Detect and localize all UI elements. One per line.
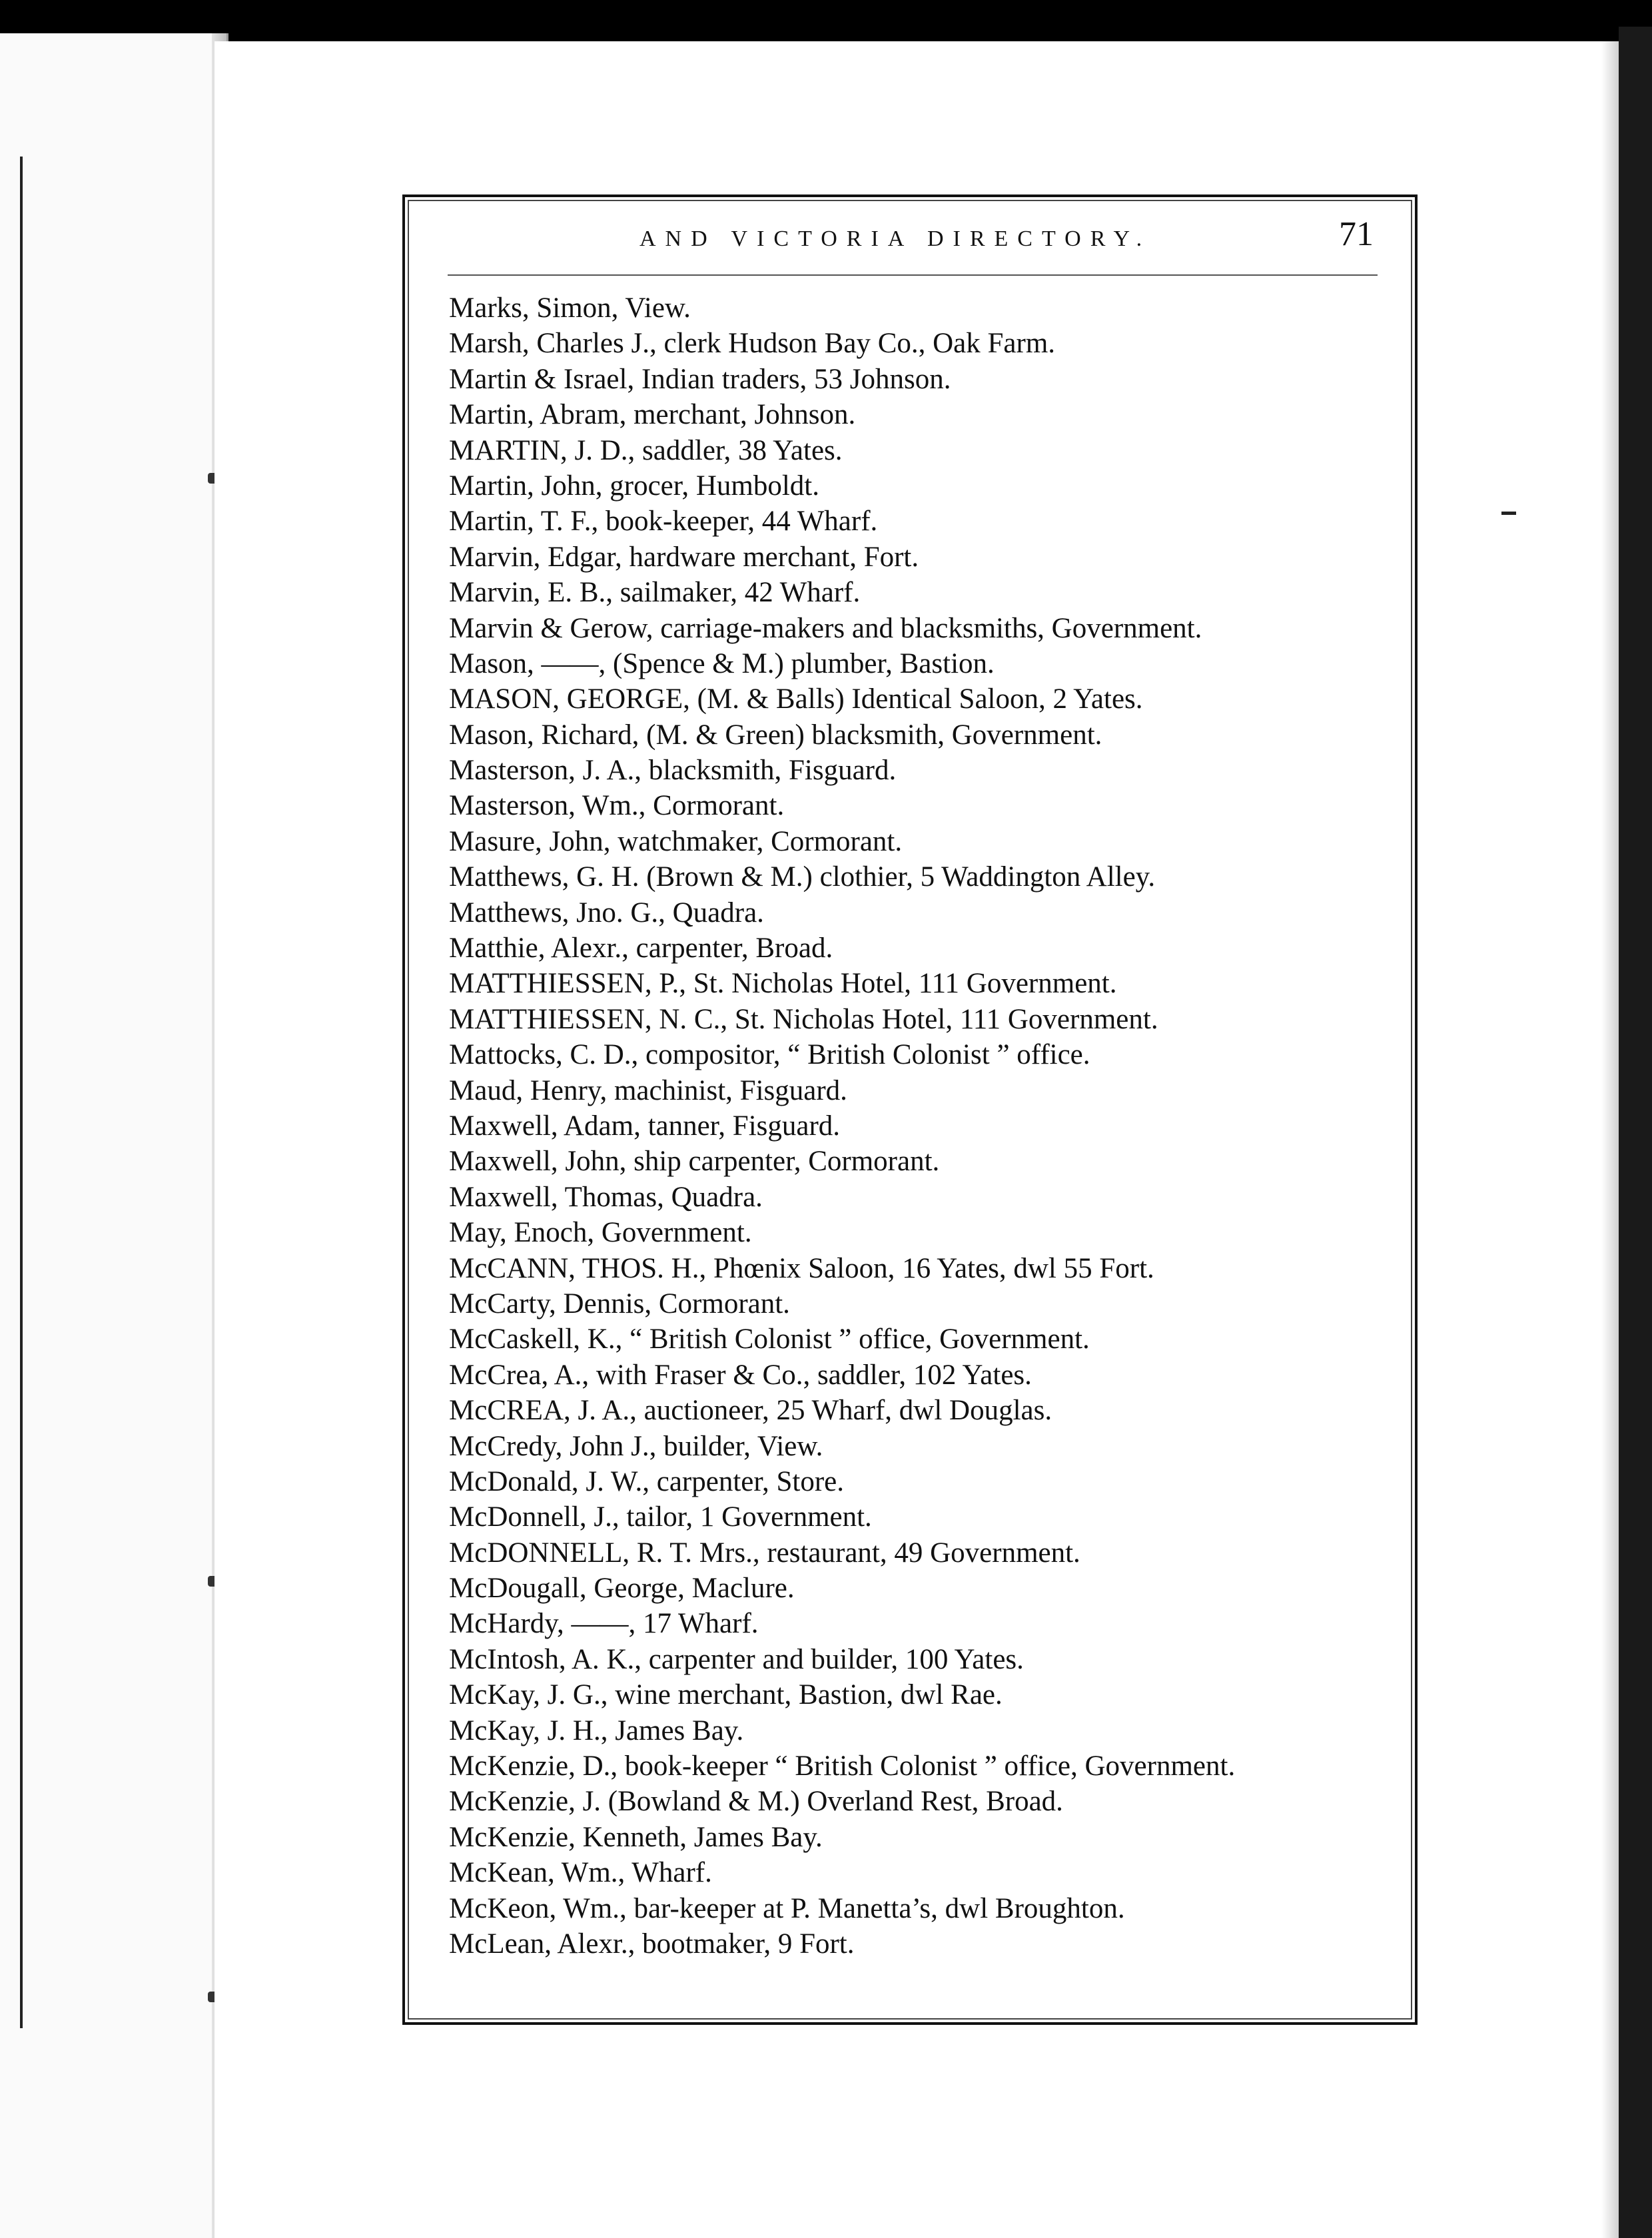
directory-entry: McIntosh, A. K., carpenter and builder, 100 Yates.: [449, 1643, 1024, 1675]
page-right-edge: [1619, 27, 1652, 2238]
directory-entry: Marks, Simon, View.: [449, 292, 691, 324]
page-edge-shade: [1601, 41, 1619, 2238]
directory-entry: McDougall, George, Maclure.: [449, 1573, 795, 1605]
previous-page-frame-line: [0, 157, 23, 2028]
directory-entry: MASON, GEORGE, (M. & Balls) Identical Saloon, 2 Yates.: [449, 683, 1143, 715]
directory-entry: McKenzie, D., book-keeper “ British Colonist ” office, Government.: [449, 1750, 1236, 1782]
directory-entries: [449, 290, 1408, 1962]
directory-entry: McDonnell, J., tailor, 1 Government.: [449, 1501, 872, 1533]
directory-entry: Matthews, G. H. (Brown & M.) clothier, 5 Waddington Alley.: [449, 861, 1156, 893]
directory-entry: Martin & Israel, Indian traders, 53 Johnson.: [449, 363, 951, 395]
directory-entry: McKenzie, Kenneth, James Bay.: [449, 1821, 823, 1853]
directory-entry: McKay, J. H., James Bay.: [449, 1714, 744, 1746]
directory-entry: Mason, Richard, (M. & Green) blacksmith, Government.: [449, 719, 1102, 751]
running-title: AND VICTORIA DIRECTORY.: [639, 226, 1152, 251]
directory-entry: Masterson, Wm., Cormorant.: [449, 790, 785, 822]
directory-entry: McKay, J. G., wine merchant, Bastion, dwl Rae.: [449, 1679, 1003, 1711]
directory-entry: Masure, John, watchmaker, Cormorant.: [449, 825, 903, 857]
directory-entry: MATTHIESSEN, P., St. Nicholas Hotel, 111 Government.: [449, 968, 1117, 1000]
directory-entry: McCrea, A., with Fraser & Co., saddler, 102 Yates.: [449, 1359, 1032, 1391]
directory-entry: Maxwell, Thomas, Quadra.: [449, 1181, 763, 1213]
header-rule: [448, 274, 1378, 276]
margin-mark: [1501, 512, 1516, 515]
directory-entry: Martin, John, grocer, Humboldt.: [449, 470, 819, 502]
directory-entry: Martin, Abram, merchant, Johnson.: [449, 399, 856, 431]
directory-entry: Maxwell, John, ship carpenter, Cormorant.: [449, 1146, 940, 1178]
directory-entry: Mason, ——, (Spence & M.) plumber, Bastion.: [449, 647, 995, 679]
directory-entry: Masterson, J. A., blacksmith, Fisguard.: [449, 755, 897, 787]
page-number: 71: [1339, 215, 1374, 253]
directory-entry: McLean, Alexr., bootmaker, 9 Fort.: [449, 1928, 855, 1960]
directory-entry: MATTHIESSEN, N. C., St. Nicholas Hotel, 111 Government.: [449, 1003, 1158, 1035]
directory-entry: Matthie, Alexr., carpenter, Broad.: [449, 932, 833, 964]
directory-entry: McDONNELL, R. T. Mrs., restaurant, 49 Government.: [449, 1537, 1080, 1569]
directory-entry: Mattocks, C. D., compositor, “ British Colonist ” office.: [449, 1039, 1090, 1071]
directory-entry: McCaskell, K., “ British Colonist ” office, Government.: [449, 1323, 1090, 1355]
directory-entry: McDonald, J. W., carpenter, Store.: [449, 1465, 844, 1497]
directory-entry: Marsh, Charles J., clerk Hudson Bay Co., Oak Farm.: [449, 328, 1056, 360]
directory-entry: May, Enoch, Government.: [449, 1217, 752, 1249]
directory-entry: Marvin & Gerow, carriage-makers and blacksmiths, Government.: [449, 612, 1202, 644]
directory-entry: Maud, Henry, machinist, Fisguard.: [449, 1074, 847, 1106]
directory-entry: Marvin, Edgar, hardware merchant, Fort.: [449, 541, 919, 573]
directory-entry: Matthews, Jno. G., Quadra.: [449, 897, 764, 929]
directory-entry: Marvin, E. B., sailmaker, 42 Wharf.: [449, 577, 861, 609]
previous-page-edge: [0, 33, 228, 2238]
directory-entry: McKenzie, J. (Bowland & M.) Overland Rest, Broad.: [449, 1786, 1063, 1818]
directory-entry: McHardy, ——, 17 Wharf.: [449, 1608, 759, 1640]
directory-entry: Maxwell, Adam, tanner, Fisguard.: [449, 1110, 841, 1142]
directory-entry: McCredy, John J., builder, View.: [449, 1430, 823, 1462]
directory-entry: McKeon, Wm., bar-keeper at P. Manetta’s, dwl Broughton.: [449, 1892, 1125, 1924]
directory-entry: McCarty, Dennis, Cormorant.: [449, 1288, 790, 1319]
directory-entry: McCREA, J. A., auctioneer, 25 Wharf, dwl Douglas.: [449, 1395, 1052, 1427]
directory-entry: Martin, T. F., book-keeper, 44 Wharf.: [449, 506, 878, 538]
directory-entry: MARTIN, J. D., saddler, 38 Yates.: [449, 434, 843, 466]
directory-entry: McKean, Wm., Wharf.: [449, 1857, 712, 1889]
directory-entry: McCANN, THOS. H., Phœnix Saloon, 16 Yates, dwl 55 Fort.: [449, 1252, 1154, 1284]
